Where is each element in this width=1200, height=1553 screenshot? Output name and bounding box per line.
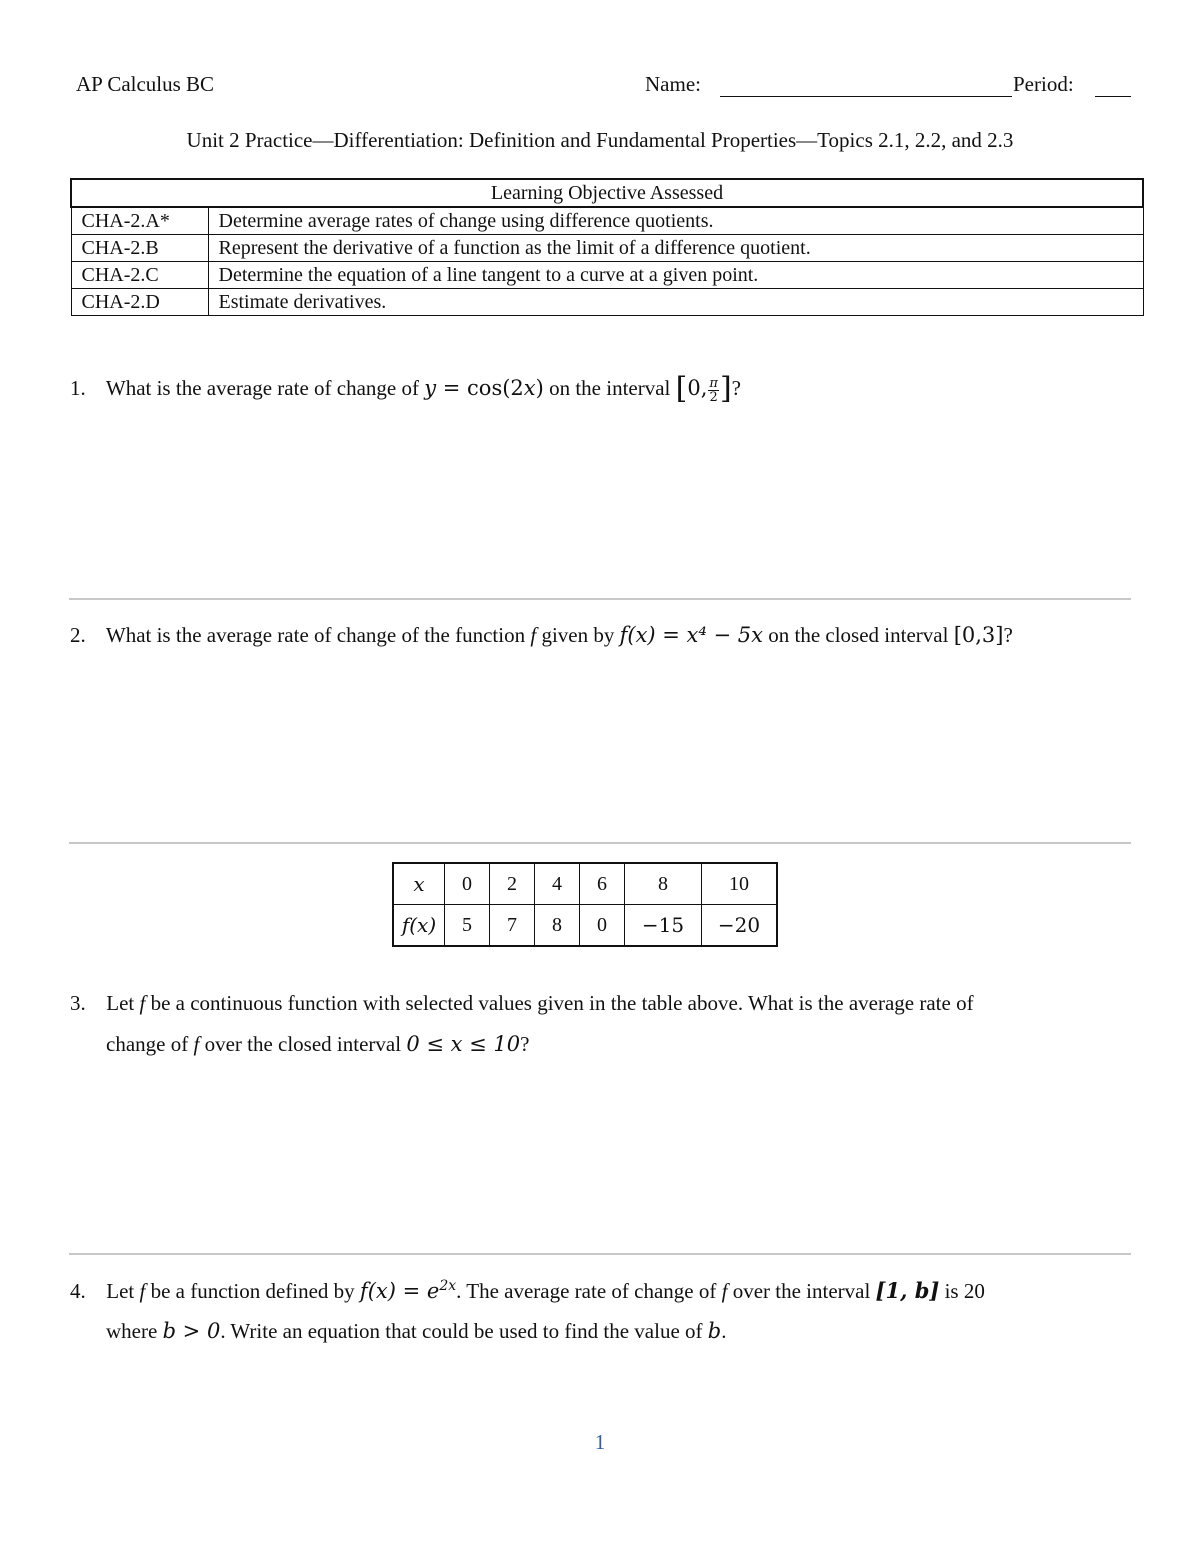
question-text: is 20 xyxy=(939,1279,985,1303)
function-name: f xyxy=(721,1279,728,1303)
math-expr: = cos(2 xyxy=(436,376,524,400)
row-label: f(x) xyxy=(393,905,445,947)
table-cell: 5 xyxy=(445,905,490,947)
interval-start: 0, xyxy=(687,376,708,400)
table-cell: 10 xyxy=(702,863,778,905)
right-bracket-icon: ] xyxy=(719,371,732,406)
question-3-line-2 xyxy=(106,1032,529,1057)
question-text: What is the average rate of change of the function xyxy=(105,623,531,647)
objective-code: CHA-2.D xyxy=(71,289,208,316)
question-text: . The average rate of change of xyxy=(456,1279,722,1303)
math-expr: f(x) = x⁴ − 5x xyxy=(619,623,763,647)
table-cell: 8 xyxy=(535,905,580,947)
page-number: 1 xyxy=(594,1430,606,1454)
divider xyxy=(69,842,1131,844)
question-2 xyxy=(70,623,1013,648)
table-cell: 0 xyxy=(580,905,625,947)
name-blank xyxy=(720,96,1012,97)
question-text: . xyxy=(721,1319,727,1343)
question-text: given by xyxy=(536,623,620,647)
math-var: b xyxy=(707,1319,722,1343)
question-text: Let xyxy=(106,991,140,1015)
objective-code: CHA-2.A* xyxy=(71,207,208,235)
math-interval: [1, b] xyxy=(875,1278,940,1303)
math-interval: [0,3] xyxy=(953,623,1004,647)
question-1 xyxy=(70,371,741,406)
objective-text: Determine the equation of a line tangent to a curve at a given point. xyxy=(208,262,1143,289)
x-row xyxy=(393,863,777,905)
function-name: f xyxy=(139,991,146,1015)
math-exponent: 2x xyxy=(439,1278,457,1294)
question-text: . Write an equation that could be used to find the value of xyxy=(220,1319,708,1343)
objective-row xyxy=(71,289,1143,316)
objective-row xyxy=(71,235,1143,262)
question-text: where xyxy=(106,1319,163,1343)
page-subtitle: Unit 2 Practice—Differentiation: Definition and Fundamental Properties—Topics 2.1, 2.2, and 2.3 xyxy=(186,128,1014,152)
question-number: 2. xyxy=(70,623,86,647)
objectives-table xyxy=(70,178,1144,316)
question-number: 4. xyxy=(70,1279,86,1303)
period-blank xyxy=(1095,96,1131,97)
question-4 xyxy=(70,1278,985,1304)
left-bracket-icon: [ xyxy=(675,371,688,406)
fraction-numerator: π xyxy=(709,375,718,391)
objective-row xyxy=(71,207,1143,235)
table-cell: 2 xyxy=(490,863,535,905)
objective-code: CHA-2.B xyxy=(71,235,208,262)
objective-text: Determine average rates of change using difference quotients. xyxy=(208,207,1143,235)
question-4-line-2 xyxy=(106,1319,726,1344)
table-cell: 4 xyxy=(535,863,580,905)
question-text: over the closed interval xyxy=(199,1032,407,1056)
divider xyxy=(69,1253,1131,1255)
row-label: x xyxy=(393,863,445,905)
fraction xyxy=(708,377,719,404)
question-text: ? xyxy=(520,1032,530,1056)
table-cell: 7 xyxy=(490,905,535,947)
question-text: on the closed interval xyxy=(762,623,954,647)
question-number: 1. xyxy=(70,376,86,400)
table-cell: 6 xyxy=(580,863,625,905)
question-text: ? xyxy=(1003,623,1013,647)
function-name: f xyxy=(530,623,537,647)
name-label: Name: xyxy=(645,72,701,96)
question-number: 3. xyxy=(70,991,86,1015)
question-text: ? xyxy=(731,376,741,400)
question-text: be a function defined by xyxy=(145,1279,360,1303)
function-name: f xyxy=(193,1032,200,1056)
fx-row xyxy=(393,905,777,947)
math-expr: f(x) = e xyxy=(359,1279,440,1303)
table-cell: −15 xyxy=(625,905,702,947)
question-text: Let xyxy=(106,1279,140,1303)
divider xyxy=(69,598,1131,600)
question-text: be a continuous function with selected values given in the table above. What is the average rate of xyxy=(145,991,974,1015)
objective-text: Represent the derivative of a function as the limit of a difference quotient. xyxy=(208,235,1143,262)
question-text: on the interval xyxy=(543,376,676,400)
math-inequality: b > 0 xyxy=(162,1319,221,1343)
math-expr: ) xyxy=(535,376,544,400)
table-cell: −20 xyxy=(702,905,778,947)
question-text: change of xyxy=(106,1032,194,1056)
question-3 xyxy=(70,991,974,1016)
fraction-denominator: 2 xyxy=(709,389,718,405)
math-var: x xyxy=(523,376,536,400)
table-cell: 0 xyxy=(445,863,490,905)
objectives-heading: Learning Objective Assessed xyxy=(71,179,1143,207)
objective-code: CHA-2.C xyxy=(71,262,208,289)
question-text: What is the average rate of change of xyxy=(105,376,425,400)
question-text: over the interval xyxy=(727,1279,876,1303)
math-inequality: 0 ≤ x ≤ 10 xyxy=(406,1032,521,1056)
period-label: Period: xyxy=(1013,72,1074,96)
objective-row xyxy=(71,262,1143,289)
table-cell: 8 xyxy=(625,863,702,905)
course-title: AP Calculus BC xyxy=(76,72,215,96)
function-name: f xyxy=(139,1279,146,1303)
values-table xyxy=(392,862,778,947)
objective-text: Estimate derivatives. xyxy=(208,289,1143,316)
math-var: y xyxy=(424,376,437,400)
